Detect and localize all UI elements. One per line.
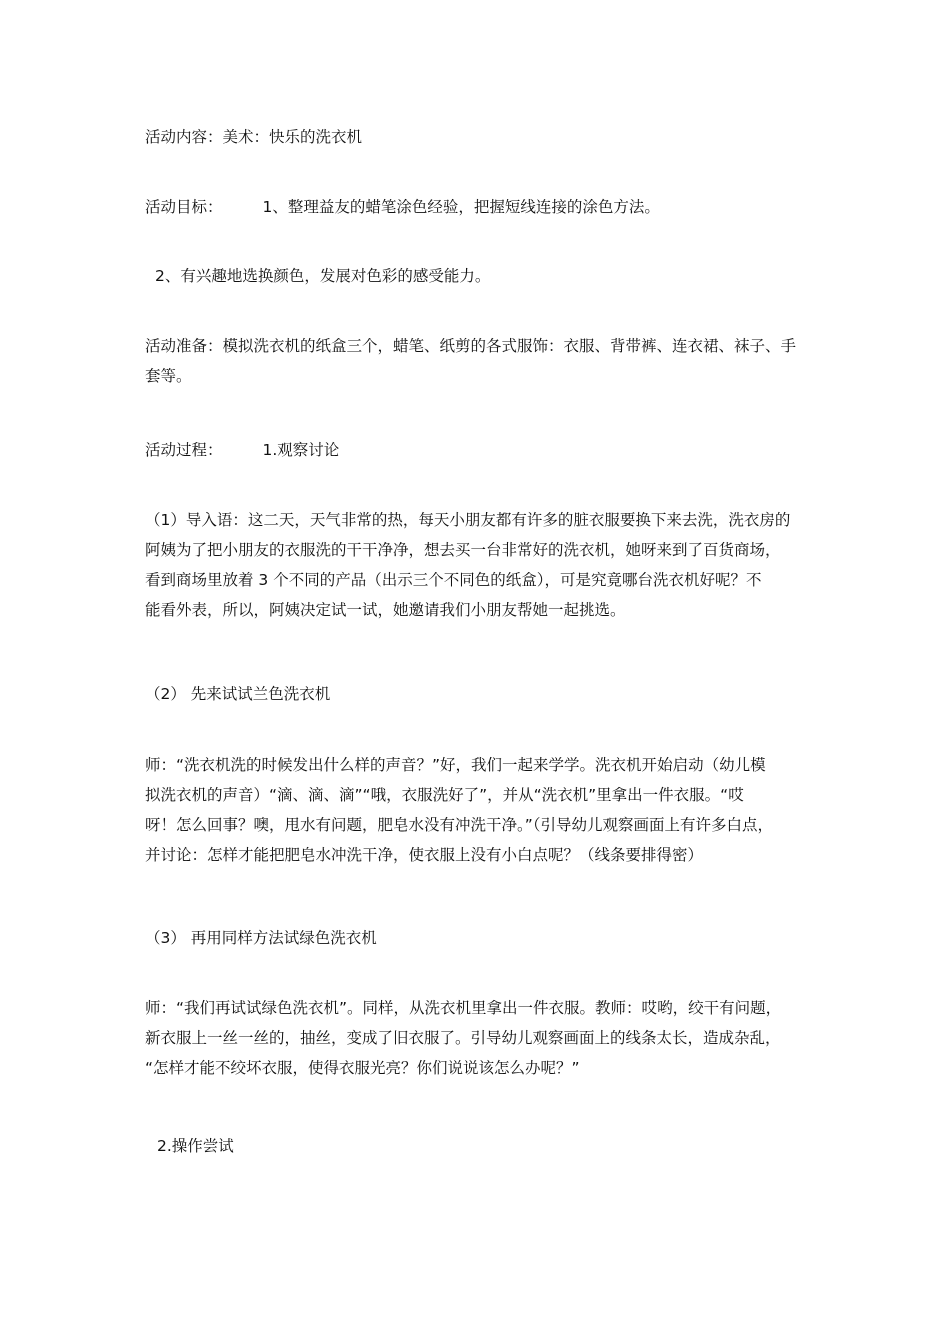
paragraph-line: 能看外表，所以，阿姨决定试一试，她邀请我们小朋友帮她一起挑选。 [145, 601, 626, 619]
paragraph-line: 看到商场里放着 3 个不同的产品（出示三个不同色的纸盒），可是究竟哪台洗衣机好呢？不 [145, 571, 762, 589]
paragraph-line: 拟洗衣机的声音）“滴、滴、滴”“哦，衣服洗好了”，并从“洗衣机”里拿出一件衣服。“哎 [145, 786, 744, 804]
paragraph-line: （1）导入语：这二天，天气非常的热，每天小朋友都有许多的脏衣服要换下来去洗，洗衣房的 [145, 511, 791, 529]
activity-preparation [145, 331, 817, 391]
goal-item-1: 1、整理益友的蜡笔涂色经验，把握短线连接的涂色方法。 [262, 198, 660, 216]
paragraph-line: 师：“洗衣机洗的时候发出什么样的声音？”好，我们一起来学学。洗衣机开始启动（幼儿模 [145, 756, 766, 774]
activity-goal-line [145, 197, 660, 217]
paragraph-line: 并讨论：怎样才能把肥皂水冲洗干净，使衣服上没有小白点呢？（线条要排得密） [145, 846, 704, 864]
intro-paragraph [145, 505, 817, 625]
preparation-line: 活动准备：模拟洗衣机的纸盒三个，蜡笔、纸剪的各式服饰：衣服、背带裤、连衣裙、袜子、手 [145, 337, 797, 355]
process-step-2: 2.操作尝试 [157, 1137, 234, 1155]
preparation-line: 套等。 [145, 367, 192, 385]
paragraph-line: 新衣服上一丝一丝的，抽丝，变成了旧衣服了。引导幼儿观察画面上的线条太长，造成杂乱， [145, 1029, 781, 1047]
goal-item-2: 2、有兴趣地选换颜色，发展对色彩的感受能力。 [155, 267, 491, 285]
activity-content-line: 活动内容：美术：快乐的洗衣机 [145, 128, 363, 146]
step-3-heading: （3） 再用同样方法试绿色洗衣机 [145, 929, 377, 947]
teacher-dialogue-2 [145, 993, 817, 1083]
process-step-1: 1.观察讨论 [262, 441, 340, 459]
goal-label: 活动目标： [145, 198, 223, 216]
process-label: 活动过程： [145, 441, 223, 459]
paragraph-line: 呀！怎么回事？噢，甩水有问题，肥皂水没有冲洗干净。”（引导幼儿观察画面上有许多白点， [145, 816, 774, 834]
step-2-heading: （2） 先来试试兰色洗衣机 [145, 685, 331, 703]
activity-process-line [145, 440, 339, 460]
paragraph-line: “怎样才能不绞坏衣服，使得衣服光亮？你们说说该怎么办呢？” [145, 1059, 580, 1077]
paragraph-line: 师：“我们再试试绿色洗衣机”。同样，从洗衣机里拿出一件衣服。教师：哎哟，绞干有问题， [145, 999, 782, 1017]
teacher-dialogue-1 [145, 750, 817, 870]
paragraph-line: 阿姨为了把小朋友的衣服洗的干干净净，想去买一台非常好的洗衣机，她呀来到了百货商场， [145, 541, 781, 559]
